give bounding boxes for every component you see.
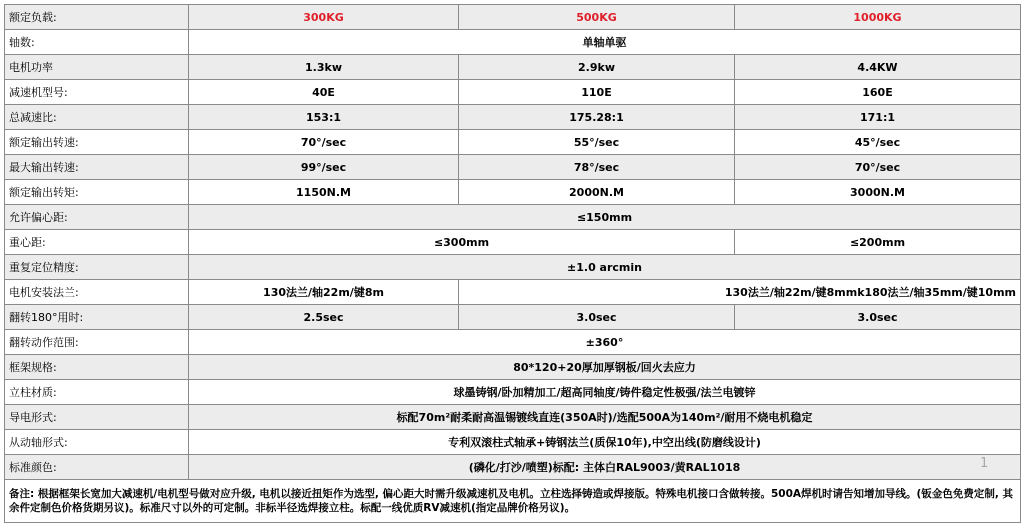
eccentric-value: ≤150mm [189, 205, 1021, 230]
row-motor-flange [5, 280, 1021, 305]
row-frame-spec [5, 355, 1021, 380]
row-flip-time [5, 305, 1021, 330]
row-max-speed [5, 155, 1021, 180]
max-speed-500: 78°/sec [459, 155, 735, 180]
row-conductive [5, 405, 1021, 430]
rated-torque-1000: 3000N.M [735, 180, 1021, 205]
frame-spec-value: 80*120+20厚加厚钢板/回火去应力 [189, 355, 1021, 380]
spec-table [4, 4, 1021, 523]
standard-color-label: 标准颜色: [5, 455, 189, 480]
rated-speed-500: 55°/sec [459, 130, 735, 155]
rated-torque-300: 1150N.M [189, 180, 459, 205]
motor-power-label: 电机功率 [5, 55, 189, 80]
column-material-value: 球墨铸钢/卧加精加工/超高同轴度/铸件稳定性极强/法兰电镀锌 [189, 380, 1021, 405]
flip-time-1000: 3.0sec [735, 305, 1021, 330]
reduction-ratio-300: 153:1 [189, 105, 459, 130]
reducer-model-500: 110E [459, 80, 735, 105]
flip-time-label: 翻转180°用时: [5, 305, 189, 330]
flip-range-label: 翻转动作范围: [5, 330, 189, 355]
row-motor-power [5, 55, 1021, 80]
row-column-material [5, 380, 1021, 405]
load-1000kg: 1000KG [735, 5, 1021, 30]
row-rated-load [5, 5, 1021, 30]
page-number: 1 [980, 456, 989, 471]
row-repeat-accuracy [5, 255, 1021, 280]
conductive-value: 标配70m²耐柔耐高温锡镀线直连(350A时)/选配500A为140m²/耐用不烧电机稳定 [189, 405, 1021, 430]
center-of-gravity-300-500: ≤300mm [189, 230, 735, 255]
column-material-label: 立柱材质: [5, 380, 189, 405]
rated-torque-label: 额定输出转矩: [5, 180, 189, 205]
load-500kg: 500KG [459, 5, 735, 30]
frame-spec-label: 框架规格: [5, 355, 189, 380]
motor-flange-label: 电机安装法兰: [5, 280, 189, 305]
row-note [5, 480, 1021, 523]
rated-torque-500: 2000N.M [459, 180, 735, 205]
conductive-label: 导电形式: [5, 405, 189, 430]
repeat-accuracy-value: ±1.0 arcmin [189, 255, 1021, 280]
row-center-of-gravity [5, 230, 1021, 255]
row-reducer-model [5, 80, 1021, 105]
driven-shaft-label: 从动轴形式: [5, 430, 189, 455]
axis-count-label: 轴数: [5, 30, 189, 55]
standard-color-value: (磷化/打沙/喷塑)标配: 主体白RAL9003/黄RAL1018 [189, 455, 1021, 480]
flip-range-value: ±360° [189, 330, 1021, 355]
flip-time-300: 2.5sec [189, 305, 459, 330]
motor-flange-500-1000: 130法兰/轴22m/键8mmk180法兰/轴35mm/键10mm [459, 280, 1021, 305]
reducer-model-label: 减速机型号: [5, 80, 189, 105]
row-flip-range [5, 330, 1021, 355]
load-300kg: 300KG [189, 5, 459, 30]
rated-speed-300: 70°/sec [189, 130, 459, 155]
repeat-accuracy-label: 重复定位精度: [5, 255, 189, 280]
eccentric-label: 允许偏心距: [5, 205, 189, 230]
reducer-model-1000: 160E [735, 80, 1021, 105]
rated-speed-label: 额定输出转速: [5, 130, 189, 155]
motor-power-300: 1.3kw [189, 55, 459, 80]
max-speed-label: 最大输出转速: [5, 155, 189, 180]
row-eccentric [5, 205, 1021, 230]
reduction-ratio-1000: 171:1 [735, 105, 1021, 130]
motor-power-500: 2.9kw [459, 55, 735, 80]
axis-count-value: 单轴单驱 [189, 30, 1021, 55]
center-of-gravity-label: 重心距: [5, 230, 189, 255]
rated-load-label: 额定负载: [5, 5, 189, 30]
motor-flange-300: 130法兰/轴22m/键8m [189, 280, 459, 305]
row-reduction-ratio [5, 105, 1021, 130]
rated-speed-1000: 45°/sec [735, 130, 1021, 155]
max-speed-300: 99°/sec [189, 155, 459, 180]
row-driven-shaft [5, 430, 1021, 455]
row-axis-count [5, 30, 1021, 55]
motor-power-1000: 4.4KW [735, 55, 1021, 80]
reduction-ratio-500: 175.28:1 [459, 105, 735, 130]
reduction-ratio-label: 总减速比: [5, 105, 189, 130]
row-standard-color [5, 455, 1021, 480]
flip-time-500: 3.0sec [459, 305, 735, 330]
row-rated-speed [5, 130, 1021, 155]
center-of-gravity-1000: ≤200mm [735, 230, 1021, 255]
row-rated-torque [5, 180, 1021, 205]
note-text: 备注: 根据框架长宽加大减速机/电机型号做对应升级, 电机以接近扭矩作为选型, 偏心距大时需升级减速机及电机。立柱选择铸造或焊接版。特殊电机接口含做转接。500A焊机时请告知增加导线。(钣金色免费定制, 其余件定制色价格货期另议)。标准尺寸以外的可定制。非标半径选焊接立柱。标配一线优质RV减速机(指定品牌价格另议)。 [5, 480, 1021, 523]
driven-shaft-value: 专利双滚柱式轴承+铸钢法兰(质保10年),中空出线(防磨线设计) [189, 430, 1021, 455]
reducer-model-300: 40E [189, 80, 459, 105]
max-speed-1000: 70°/sec [735, 155, 1021, 180]
